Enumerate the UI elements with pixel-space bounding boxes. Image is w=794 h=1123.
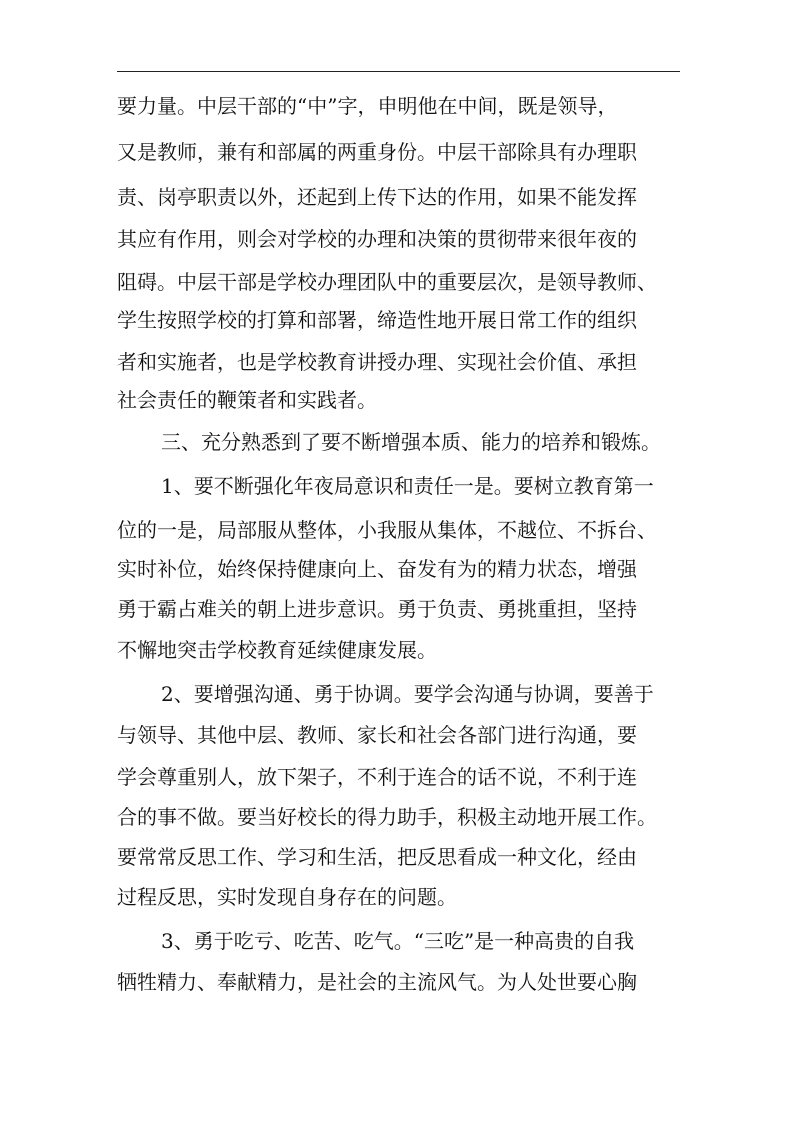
text-line: 要常常反思工作、学习和生活，把反思看成一种文化，经由 (117, 845, 637, 869)
header-rule (117, 71, 680, 72)
text-line: 要力量。中层干部的“中”字，申明他在中间，既是领导， (117, 94, 618, 118)
text-line: 2、要增强沟通、勇于协调。要学会沟通与协调，要善于 (161, 682, 654, 706)
text-line: 社会责任的鞭策者和实践者。 (117, 388, 377, 412)
text-line: 牺牲精力、奉献精力，是社会的主流风气。为人处世要心胸 (117, 970, 637, 994)
text-line: 1、要不断强化年夜局意识和责任一是。要树立教育第一 (161, 474, 654, 498)
text-line: 与领导、其他中层、教师、家长和社会各部门进行沟通，要 (117, 723, 637, 747)
text-line: 过程反思，实时发现自身存在的问题。 (117, 885, 457, 909)
text-line: 责、岗亭职责以外，还起到上传下达的作用，如果不能发挥 (117, 185, 637, 209)
text-line: 合的事不做。要当好校长的得力助手，积极主动地开展工作。 (117, 805, 657, 829)
text-line: 阻碍。中层干部是学校办理团队中的重要层次，是领导教师、 (117, 270, 657, 294)
text-line: 学生按照学校的打算和部署，缔造性地开展日常工作的组织 (117, 308, 637, 332)
text-line: 又是教师，兼有和部属的两重身份。中层干部除具有办理职 (117, 140, 637, 164)
text-line: 其应有作用，则会对学校的办理和决策的贯彻带来很年夜的 (117, 227, 637, 251)
text-line: 不懈地突击学校教育延续健康发展。 (117, 638, 437, 662)
text-line: 勇于霸占难关的朝上进步意识。勇于负责、勇挑重担，坚持 (117, 597, 637, 621)
text-line: 学会尊重别人，放下架子，不利于连合的话不说，不利于连 (117, 765, 637, 789)
section-heading: 三、充分熟悉到了要不断增强本质、能力的培养和锻炼。 (161, 430, 661, 454)
text-line: 实时补位，始终保持健康向上、奋发有为的精力状态，增强 (117, 557, 637, 581)
text-line: 3、勇于吃亏、吃苦、吃气。“三吃”是一种高贵的自我 (161, 929, 635, 953)
text-line: 位的一是，局部服从整体，小我服从集体，不越位、不拆台、 (117, 518, 657, 542)
text-line: 者和实施者，也是学校教育讲授办理、实现社会价值、承担 (117, 350, 637, 374)
